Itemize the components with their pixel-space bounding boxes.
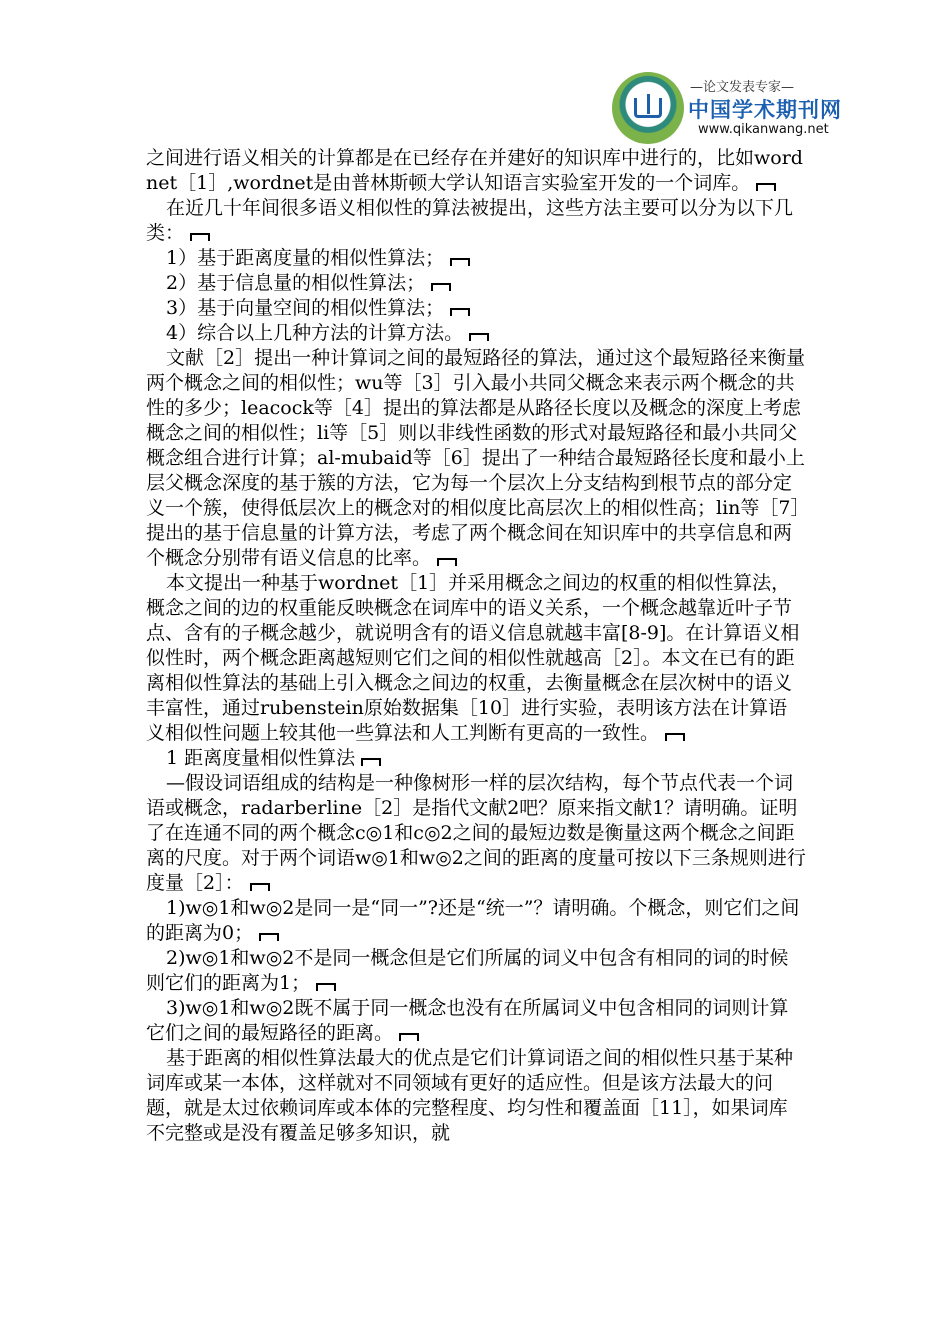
paragraph [146,321,806,346]
paragraph-mark-icon [250,883,270,891]
article-body [146,146,806,1146]
paragraph [146,1046,806,1146]
paragraph-text: 1）基于距离度量的相似性算法； [166,247,445,269]
paragraph-text: 2)w◎1和w◎2不是同一概念但是它们所属的词义中包含有相同的词的时候则它们的距离为1； [146,947,789,994]
paragraph-mark-icon [450,258,470,266]
paragraph-mark-icon [361,758,381,766]
paragraph-mark-icon [190,233,210,241]
paragraph-text: —假设词语组成的结构是一种像树形一样的层次结构，每个节点代表一个词语或概念，radarberline［2］是指代文献2吧？原来指文献1？请明确。证明了在连通不同的两个概念c◎1和c◎2之间的最短边数是衡量这两个概念之间距离的尺度。对于两个词语w◎1和w◎2之间的距离的度量可按以下三条规则进行度量［2］： [146,772,806,894]
paragraph-text: 2）基于信息量的相似性算法； [166,272,426,294]
paragraph-text: 在近几十年间很多语义相似性的算法被提出，这些方法主要可以分为以下几类： [146,197,794,244]
paragraph-text: 文献［2］提出一种计算词之间的最短路径的算法，通过这个最短路径来衡量两个概念之间的相似性；wu等［3］引入最小共同父概念来表示两个概念的共性的多少；leacock等［4］提出的算法都是从路径长度以及概念的深度上考虑概念之间的相似性；li等［5］则以非线性函数的形式对最短路径和最小共同父概念组合进行计算；al-mubaid等［6］提出了一种结合最短路径长度和最小上层父概念深度的基于簇的方法，它为每一个层次上分支结构到根节点的部分定义一个簇，使得低层次上的概念对的相似度比高层次上的相似性高；lin等［7］提出的基于信息量的计算方法，考虑了两个概念间在知识库中的共享信息和两个概念分别带有语义信息的比率。 [146,347,806,569]
book-emblem-icon [612,72,684,144]
paragraph-mark-icon [469,333,489,341]
paragraph [146,196,806,246]
paragraph-text: 3)w◎1和w◎2既不属于同一概念也没有在所属词义中包含相同的词则计算它们之间的最短路径的距离。 [146,997,789,1044]
paragraph-mark-icon [259,933,279,941]
paragraph-text: 1)w◎1和w◎2是同一是“同一”?还是“统一”？请明确。个概念，则它们之间的距离为0； [146,897,800,944]
paragraph [146,146,806,196]
site-logo [612,72,842,144]
logo-name: 中国学术期刊网 [688,98,842,122]
paragraph-mark-icon [399,1033,419,1041]
paragraph-text: 本文提出一种基于wordnet［1］并采用概念之间边的权重的相似性算法，概念之间的边的权重能反映概念在词库中的语义关系，一个概念越靠近叶子节点、含有的子概念越少，就说明含有的语义信息就越丰富[8-9]。在计算语义相似性时，两个概念距离越短则它们之间的相似性就越高［2］。本文在已有的距离相似性算法的基础上引入概念之间边的权重，去衡量概念在层次树中的语义丰富性，通过rubenstein原始数据集［10］进行实验，表明该方法在计算语义相似性问题上较其他一些算法和人工判断有更高的一致性。 [146,572,800,744]
paragraph [146,296,806,321]
paragraph-mark-icon [450,308,470,316]
paragraph-text: 4）综合以上几种方法的计算方法。 [166,322,464,344]
paragraph [146,996,806,1046]
logo-url: www.qikanwang.net [698,122,829,137]
paragraph [146,571,806,746]
paragraph [146,746,806,771]
paragraph [146,771,806,896]
paragraph-text: 之间进行语义相关的计算都是在已经存在并建好的知识库中进行的，比如wordnet［1］,wordnet是由普林斯顿大学认知语言实验室开发的一个词库。 [146,147,803,194]
paragraph-mark-icon [756,183,776,191]
paragraph [146,946,806,996]
paragraph-mark-icon [665,733,685,741]
paragraph [146,896,806,946]
paragraph-text: 基于距离的相似性算法最大的优点是它们计算词语之间的相似性只基于某种词库或某一本体，这样就对不同领域有更好的适应性。但是该方法最大的问题，就是太过依赖词库或本体的完整程度、均匀性和覆盖面［11］，如果词库不完整或是没有覆盖足够多知识，就 [146,1047,794,1144]
paragraph [146,346,806,571]
paragraph [146,246,806,271]
paragraph-mark-icon [431,283,451,291]
paragraph-text: 3）基于向量空间的相似性算法； [166,297,445,319]
paragraph-mark-icon [316,983,336,991]
paragraph [146,271,806,296]
paragraph-mark-icon [437,558,457,566]
paragraph-text: 1 距离度量相似性算法 [166,747,356,769]
logo-slogan: —论文发表专家— [690,80,795,95]
